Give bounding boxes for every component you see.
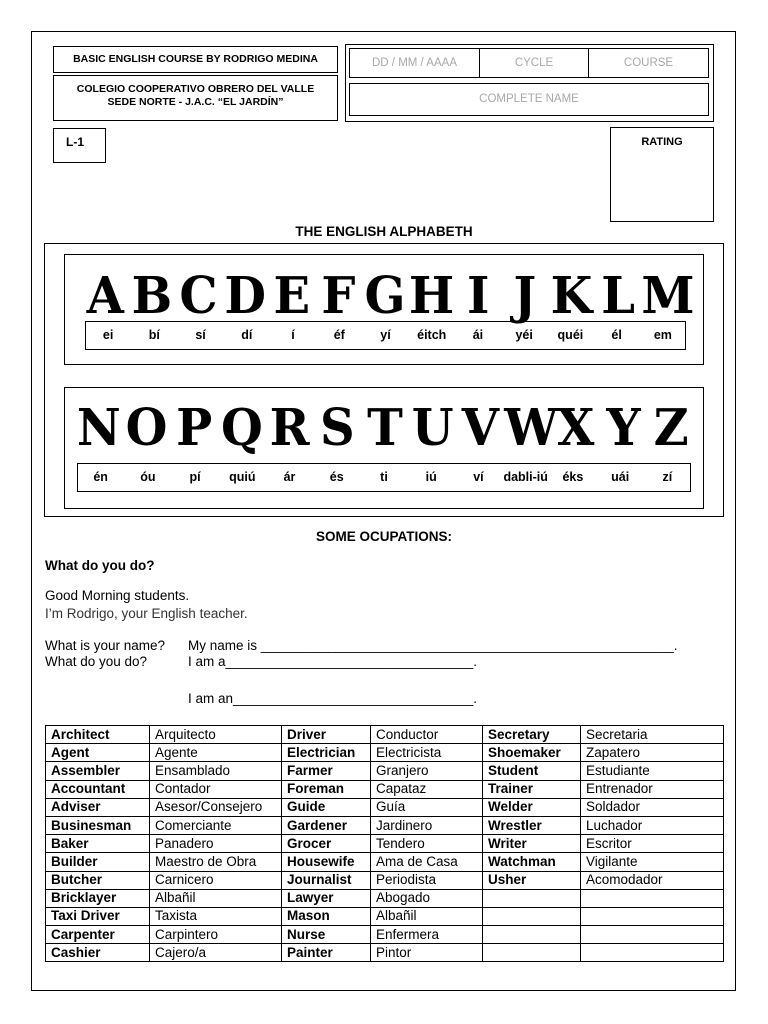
occupation-spanish: Carpintero (150, 926, 282, 944)
pronunciation-row1-2: sí (195, 328, 206, 342)
date-field[interactable] (349, 48, 480, 78)
occupation-spanish: Asesor/Consejero (150, 798, 282, 816)
pronunciation-row2-5: és (329, 470, 344, 484)
table-row (46, 889, 724, 907)
occupations-title: SOME OCUPATIONS: (315, 529, 452, 544)
letter-row1-9: J (513, 266, 537, 326)
pronunciation-row2-6: ti (380, 470, 388, 484)
pronunciation-row2-0: én (93, 470, 108, 484)
occupation-english (483, 944, 581, 962)
school-line-1: COLEGIO COOPERATIVO OBRERO DEL VALLE (76, 83, 315, 95)
occupation-spanish: Zapatero (581, 744, 724, 762)
pronunciation-row1-10: quéi (557, 328, 584, 342)
pronunciation-row2-12: zí (662, 470, 673, 484)
occupation-spanish: Enfermera (371, 926, 483, 944)
pronunciation-row1-9: yéi (515, 328, 533, 342)
letter-row1-7: H (408, 266, 455, 326)
occupation-spanish: Escritor (581, 835, 724, 853)
pronunciation-row2-8: ví (473, 470, 484, 484)
letter-row2-0: N (76, 398, 121, 458)
occupation-english: Shoemaker (483, 744, 581, 762)
occupation-spanish: Taxista (150, 907, 282, 925)
complete-name-field[interactable] (349, 83, 709, 116)
occupation-english: Baker (46, 835, 150, 853)
pronunciation-row2-10: éks (562, 470, 584, 484)
letter-row1-12: M (641, 266, 695, 326)
letter-row1-10: K (550, 266, 593, 326)
occupation-spanish (581, 907, 724, 925)
pronunciation-row2-1: óu (140, 470, 156, 484)
school-line-2: SEDE NORTE - J.A.C. “EL JARDÍN” (107, 96, 284, 108)
occupation-spanish: Arquitecto (150, 726, 282, 744)
course-title: BASIC ENGLISH COURSE BY RODRIGO MEDINA (73, 53, 318, 65)
letter-row2-6: T (367, 398, 403, 458)
pronunciation-row2-3: quiú (229, 470, 256, 484)
occupation-spanish: Albañil (150, 889, 282, 907)
letter-row2-12: Z (653, 398, 689, 458)
alphabet-title: THE ENGLISH ALPHABETH (295, 224, 473, 239)
letter-row1-6: G (364, 266, 406, 326)
occupation-spanish (581, 926, 724, 944)
complete-name-label: COMPLETE NAME (479, 93, 579, 105)
pronunciation-row1-7: éitch (417, 328, 447, 342)
pronunciation-row1-11: él (611, 328, 622, 342)
occupation-spanish: Estudiante (581, 762, 724, 780)
occupation-english: Businesman (46, 816, 150, 834)
question-heading: What do you do? (45, 558, 155, 573)
pronunciation-row2-2: pí (189, 470, 201, 484)
occupation-spanish: Ensamblado (150, 762, 282, 780)
occupation-english (483, 926, 581, 944)
pronunciation-row2-4: ár (283, 470, 296, 484)
occupation-english: Taxi Driver (46, 907, 150, 925)
occupation-spanish: Vigilante (581, 853, 724, 871)
occupation-english: Accountant (46, 780, 150, 798)
letter-row1-3: D (224, 266, 266, 326)
occupation-english: Electrician (282, 744, 371, 762)
letter-row2-9: W (504, 398, 559, 458)
table-row (46, 726, 724, 744)
letter-row1-0: A (86, 266, 124, 326)
occupation-spanish: Ama de Casa (371, 853, 483, 871)
letter-row1-11: L (601, 266, 635, 326)
occupation-english: Housewife (282, 853, 371, 871)
letter-row2-11: Y (606, 398, 641, 458)
rating-box[interactable] (610, 127, 714, 222)
letter-row2-1: O (125, 398, 168, 458)
occupation-spanish: Guía (371, 798, 483, 816)
occupation-spanish: Entrenador (581, 780, 724, 798)
occupation-english: Builder (46, 853, 150, 871)
letter-row2-8: V (461, 398, 499, 458)
occupation-spanish: Granjero (371, 762, 483, 780)
occupation-answer-line-an[interactable]: I am an________________________________. (188, 691, 478, 706)
occupation-english: Carpenter (46, 926, 150, 944)
table-row (46, 798, 724, 816)
occupation-english: Assembler (46, 762, 150, 780)
occupation-spanish: Jardinero (371, 816, 483, 834)
occupation-spanish: Tendero (371, 835, 483, 853)
cycle-field[interactable] (479, 48, 589, 78)
table-row (46, 835, 724, 853)
letter-row1-2: C (179, 266, 218, 326)
occupation-spanish: Conductor (371, 726, 483, 744)
occupation-spanish: Secretaria (581, 726, 724, 744)
occupation-question: What do you do? (45, 654, 148, 669)
pronunciation-row1-0: ei (102, 328, 114, 342)
letter-row1-8: I (467, 266, 490, 326)
occupation-spanish: Carnicero (150, 871, 282, 889)
occupation-english: Driver (282, 726, 371, 744)
occupation-english (483, 889, 581, 907)
table-row (46, 871, 724, 889)
pronunciation-row2-7: iú (425, 470, 437, 484)
name-answer-line[interactable]: My name is _______________________________________________________. (188, 638, 678, 653)
occupation-spanish (581, 889, 724, 907)
course-title-box (53, 46, 338, 73)
occupation-english: Adviser (46, 798, 150, 816)
occupation-english: Cashier (46, 944, 150, 962)
occupation-english: Watchman (483, 853, 581, 871)
occupation-spanish: Albañil (371, 907, 483, 925)
pronunciation-row2-9: dabli-iú (503, 470, 548, 484)
occupation-english (483, 907, 581, 925)
occupation-english: Nurse (282, 926, 371, 944)
course-field[interactable] (588, 48, 709, 78)
table-row (46, 907, 724, 925)
occupation-spanish: Panadero (150, 835, 282, 853)
letter-row2-4: R (269, 398, 310, 458)
occupation-spanish: Capataz (371, 780, 483, 798)
school-box (53, 75, 338, 121)
occupation-english: Painter (282, 944, 371, 962)
pronunciation-row2-11: uái (611, 470, 630, 484)
occupation-spanish: Agente (150, 744, 282, 762)
occupation-english: Agent (46, 744, 150, 762)
letter-row2-7: U (411, 398, 454, 458)
pronunciation-row1-4: í (291, 328, 295, 342)
table-row (46, 926, 724, 944)
cycle-field-label: CYCLE (514, 57, 554, 69)
occupation-spanish: Soldador (581, 798, 724, 816)
occupation-english: Welder (483, 798, 581, 816)
occupation-spanish: Maestro de Obra (150, 853, 282, 871)
occupation-english: Student (483, 762, 581, 780)
occupation-english: Bricklayer (46, 889, 150, 907)
name-question: What is your name? (45, 638, 166, 653)
date-field-label: DD / MM / AAAA (372, 57, 457, 69)
occupation-spanish: Periodista (371, 871, 483, 889)
occupation-spanish (581, 944, 724, 962)
table-row (46, 816, 724, 834)
occupation-spanish: Contador (150, 780, 282, 798)
occupation-english: Writer (483, 835, 581, 853)
occupation-spanish: Luchador (581, 816, 724, 834)
occupation-english: Secretary (483, 726, 581, 744)
occupation-english: Journalist (282, 871, 371, 889)
occupation-english: Grocer (282, 835, 371, 853)
table-row (46, 762, 724, 780)
letter-row1-5: F (321, 266, 356, 326)
pronunciation-row1-12: em (653, 328, 672, 342)
table-row (46, 744, 724, 762)
letter-row2-3: Q (221, 398, 263, 458)
occupation-spanish: Electricista (371, 744, 483, 762)
letter-row2-5: S (319, 398, 355, 458)
letter-row2-10: X (557, 398, 595, 458)
pronunciation-row1-3: dí (241, 328, 253, 342)
letter-row1-1: B (131, 266, 173, 326)
pronunciation-row1-1: bí (148, 328, 160, 342)
occupation-english: Wrestler (483, 816, 581, 834)
occupation-spanish: Acomodador (581, 871, 724, 889)
occupation-english: Butcher (46, 871, 150, 889)
occupation-english: Foreman (282, 780, 371, 798)
letter-row1-4: E (273, 266, 311, 326)
pronunciation-row1-8: ái (472, 328, 484, 342)
occupations-table (45, 725, 724, 962)
occupation-spanish: Abogado (371, 889, 483, 907)
greeting-line-2: I’m Rodrigo, your English teacher. (45, 606, 248, 621)
occupation-english: Farmer (282, 762, 371, 780)
occupation-spanish: Comerciante (150, 816, 282, 834)
occupation-english: Guide (282, 798, 371, 816)
table-row (46, 944, 724, 962)
occupation-english: Usher (483, 871, 581, 889)
occupation-english: Lawyer (282, 889, 371, 907)
level-label: L-1 (66, 135, 84, 149)
occupation-spanish: Pintor (371, 944, 483, 962)
course-field-label: COURSE (623, 57, 674, 69)
table-row (46, 780, 724, 798)
occupation-english: Gardener (282, 816, 371, 834)
occupation-english: Trainer (483, 780, 581, 798)
pronunciation-row1-5: éf (333, 328, 345, 342)
table-row (46, 853, 724, 871)
pronunciation-row1-6: yí (380, 328, 391, 342)
occupation-english: Mason (282, 907, 371, 925)
level-badge (53, 128, 106, 163)
letter-row2-2: P (176, 398, 213, 458)
occupation-answer-line-a[interactable]: I am a_________________________________. (188, 654, 478, 669)
greeting-line-1: Good Morning students. (45, 588, 190, 603)
occupation-spanish: Cajero/a (150, 944, 282, 962)
occupation-english: Architect (46, 726, 150, 744)
rating-label: RATING (641, 136, 683, 148)
